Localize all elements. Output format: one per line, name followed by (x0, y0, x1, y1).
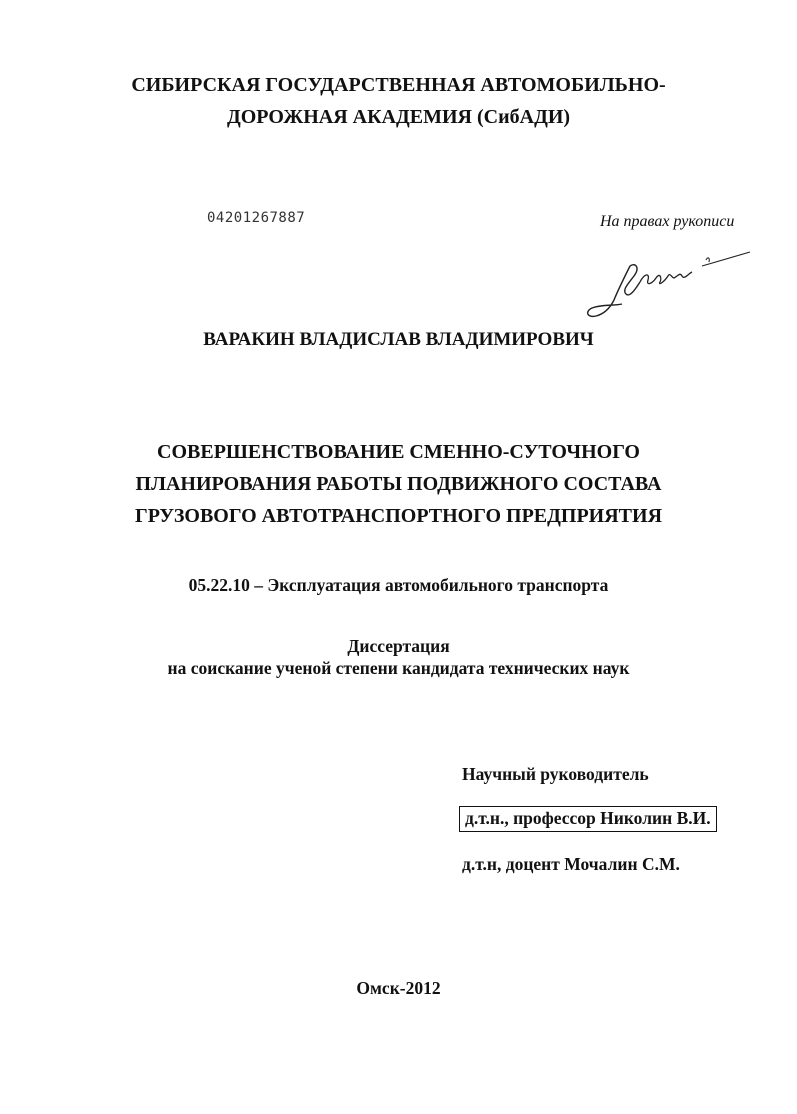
supervisor-first: д.т.н., профессор Николин В.И. (459, 806, 717, 832)
specialty-code: 05.22.10 – Эксплуатация автомобильного транспорта (188, 575, 609, 595)
institution-line-2: ДОРОЖНАЯ АКАДЕМИЯ (СибАДИ) (226, 106, 571, 128)
handwritten-signature (578, 238, 756, 326)
thesis-title-line-1: СОВЕРШЕНСТВОВАНИЕ СМЕННО-СУТОЧНОГО (157, 441, 640, 463)
supervisor-second: д.т.н, доцент Мочалин С.М. (462, 854, 680, 874)
degree-description: на соискание ученой степени кандидата технических наук (167, 658, 630, 678)
institution-line-1: СИБИРСКАЯ ГОСУДАРСТВЕННАЯ АВТОМОБИЛЬНО- (131, 74, 666, 96)
dissertation-type: Диссертация (347, 636, 450, 656)
thesis-title-line-3: ГРУЗОВОГО АВТОТРАНСПОРТНОГО ПРЕДПРИЯТИЯ (134, 505, 663, 527)
city-year: Омск-2012 (356, 978, 441, 998)
supervisor-heading: Научный руководитель (462, 764, 649, 784)
manuscript-rights-note: На правах рукописи (600, 213, 735, 230)
thesis-title-line-2: ПЛАНИРОВАНИЯ РАБОТЫ ПОДВИЖНОГО СОСТАВА (135, 473, 662, 495)
serial-number: 04201267887 (207, 210, 306, 226)
author-name: ВАРАКИН ВЛАДИСЛАВ ВЛАДИМИРОВИЧ (203, 329, 594, 350)
